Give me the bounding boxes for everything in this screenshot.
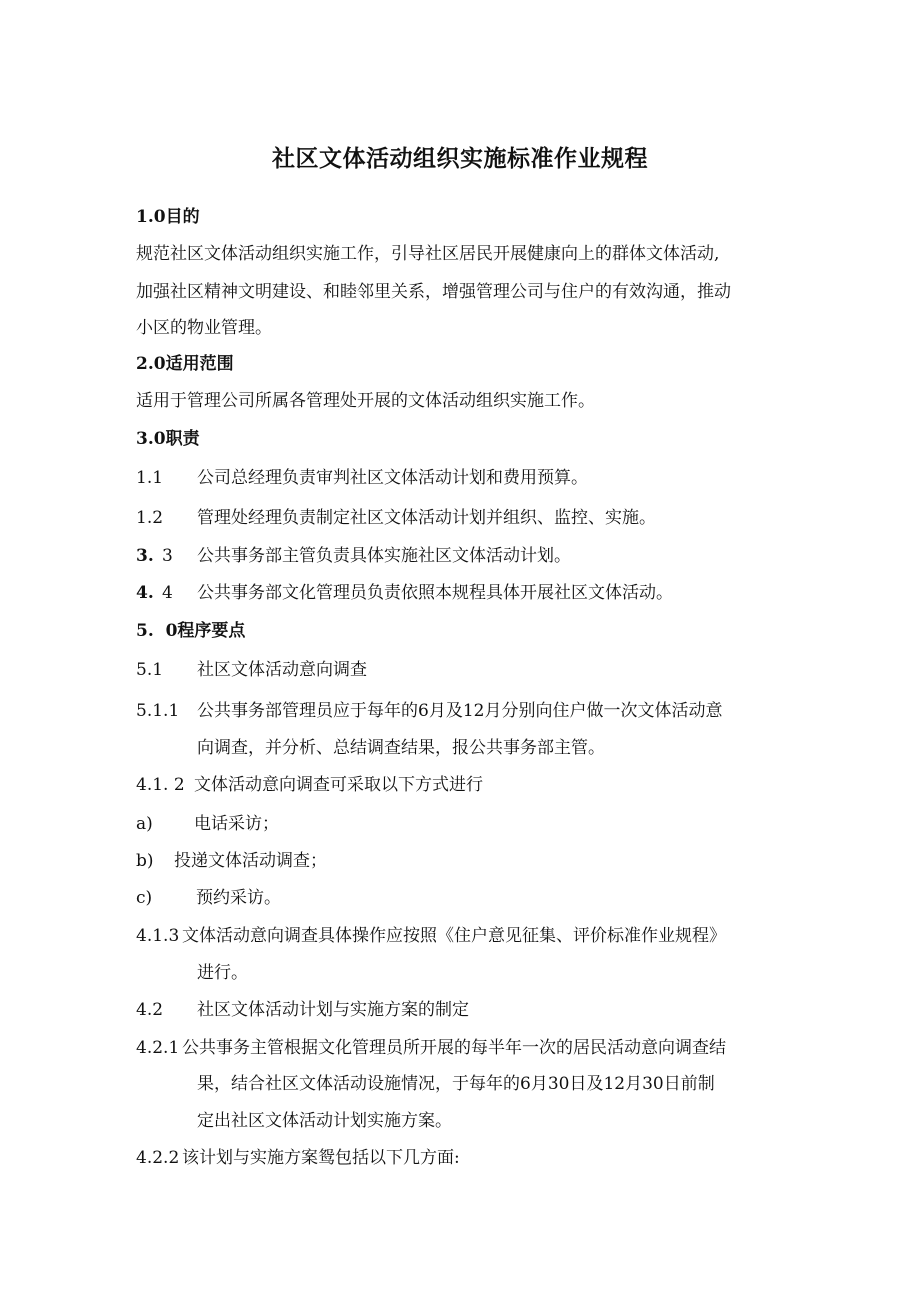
item-text: 公共事务部文化管理员负责依照本规程具体开展社区文体活动。: [197, 583, 673, 603]
item-text: 该计划与实施方案鸳包括以下几方面:: [182, 1148, 460, 1168]
item-number: c): [136, 888, 153, 908]
item-number-sub: 3: [162, 546, 173, 566]
option-a: [136, 812, 279, 836]
item-number: 4.1.3: [136, 926, 180, 946]
item-number: 4.2.1: [136, 1038, 180, 1058]
responsibility-item-2: [136, 506, 656, 530]
item-text: 电话采访；: [194, 814, 279, 834]
item-number: 3.: [136, 546, 154, 566]
section-3-heading: 3.0职责: [136, 429, 200, 449]
section-5-heading: 5. 0程序要点: [136, 621, 246, 641]
procedure-5-1-1-cont: 向调查，并分析、总结调查结果，报公共事务部主管。: [197, 738, 605, 758]
item-number: 1.1: [136, 468, 164, 488]
item-text: 公司总经理负责审判社区文体活动计划和费用预算。: [197, 468, 588, 488]
item-number: 4.: [136, 583, 154, 603]
procedure-4-2-1: [136, 1036, 726, 1060]
option-b: [136, 849, 327, 873]
procedure-4-2-1-cont-1: 果，结合社区文体活动设施情况，于每年的6月30日及12月30日前制: [197, 1074, 715, 1094]
procedure-5-1-1: [136, 699, 722, 723]
item-number-sub: 4: [162, 583, 173, 603]
item-text: 社区文体活动意向调查: [197, 660, 367, 680]
procedure-4-1-2: [136, 773, 483, 797]
procedure-4-1-3-cont: 进行。: [197, 963, 248, 983]
item-number: 5.1.1: [136, 701, 180, 721]
section-1-line-1: 规范社区文体活动组织实施工作，引导社区居民开展健康向上的群体文体活动,: [136, 244, 720, 264]
item-number: a): [136, 814, 153, 834]
item-text: 公共事务部管理员应于每年的6月及12月分别向住户做一次文体活动意: [197, 701, 723, 721]
item-text: 公共事务部主管负责具体实施社区文体活动计划。: [197, 546, 571, 566]
item-text: 管理处经理负责制定社区文体活动计划并组织、监控、实施。: [197, 508, 656, 528]
item-number: b): [136, 851, 154, 871]
section-1-line-3: 小区的物业管理。: [136, 318, 272, 338]
document-title: 社区文体活动组织实施标准作业规程: [272, 145, 648, 172]
item-text: 公共事务主管根据文化管理员所开展的每半年一次的居民活动意向调查结: [182, 1038, 726, 1058]
item-text: 社区文体活动计划与实施方案的制定: [197, 1000, 469, 1020]
responsibility-item-4: [136, 581, 673, 605]
section-2-heading: 2.0适用范围: [136, 354, 234, 374]
section-2-line-1: 适用于管理公司所属各管理处开展的文体活动组织实施工作。: [136, 391, 595, 411]
responsibility-item-1: [136, 466, 588, 490]
item-number: 4.2.2: [136, 1148, 180, 1168]
item-number: 1.2: [136, 508, 164, 528]
section-1-line-2: 加强社区精神文明建设、和睦邻里关系，增强管理公司与住户的有效沟通，推动: [136, 282, 731, 302]
procedure-4-2: [136, 998, 469, 1022]
item-text: 预约采访。: [196, 888, 281, 908]
item-number: 4.1. 2: [136, 775, 185, 795]
responsibility-item-3: [136, 544, 571, 568]
option-c: [136, 886, 281, 910]
procedure-5-1: [136, 658, 367, 682]
section-1-heading: 1.0目的: [136, 207, 200, 227]
procedure-4-2-1-cont-2: 定出社区文体活动计划实施方案。: [197, 1111, 452, 1131]
item-number: 4.2: [136, 1000, 164, 1020]
item-text: 文体活动意向调查具体操作应按照《住户意见征集、评价标准作业规程》: [182, 926, 726, 946]
procedure-4-2-2: [136, 1146, 460, 1170]
item-text: 文体活动意向调查可采取以下方式进行: [194, 775, 483, 795]
item-number: 5.1: [136, 660, 164, 680]
procedure-4-1-3: [136, 924, 726, 948]
item-text: 投递文体活动调查；: [174, 851, 327, 871]
